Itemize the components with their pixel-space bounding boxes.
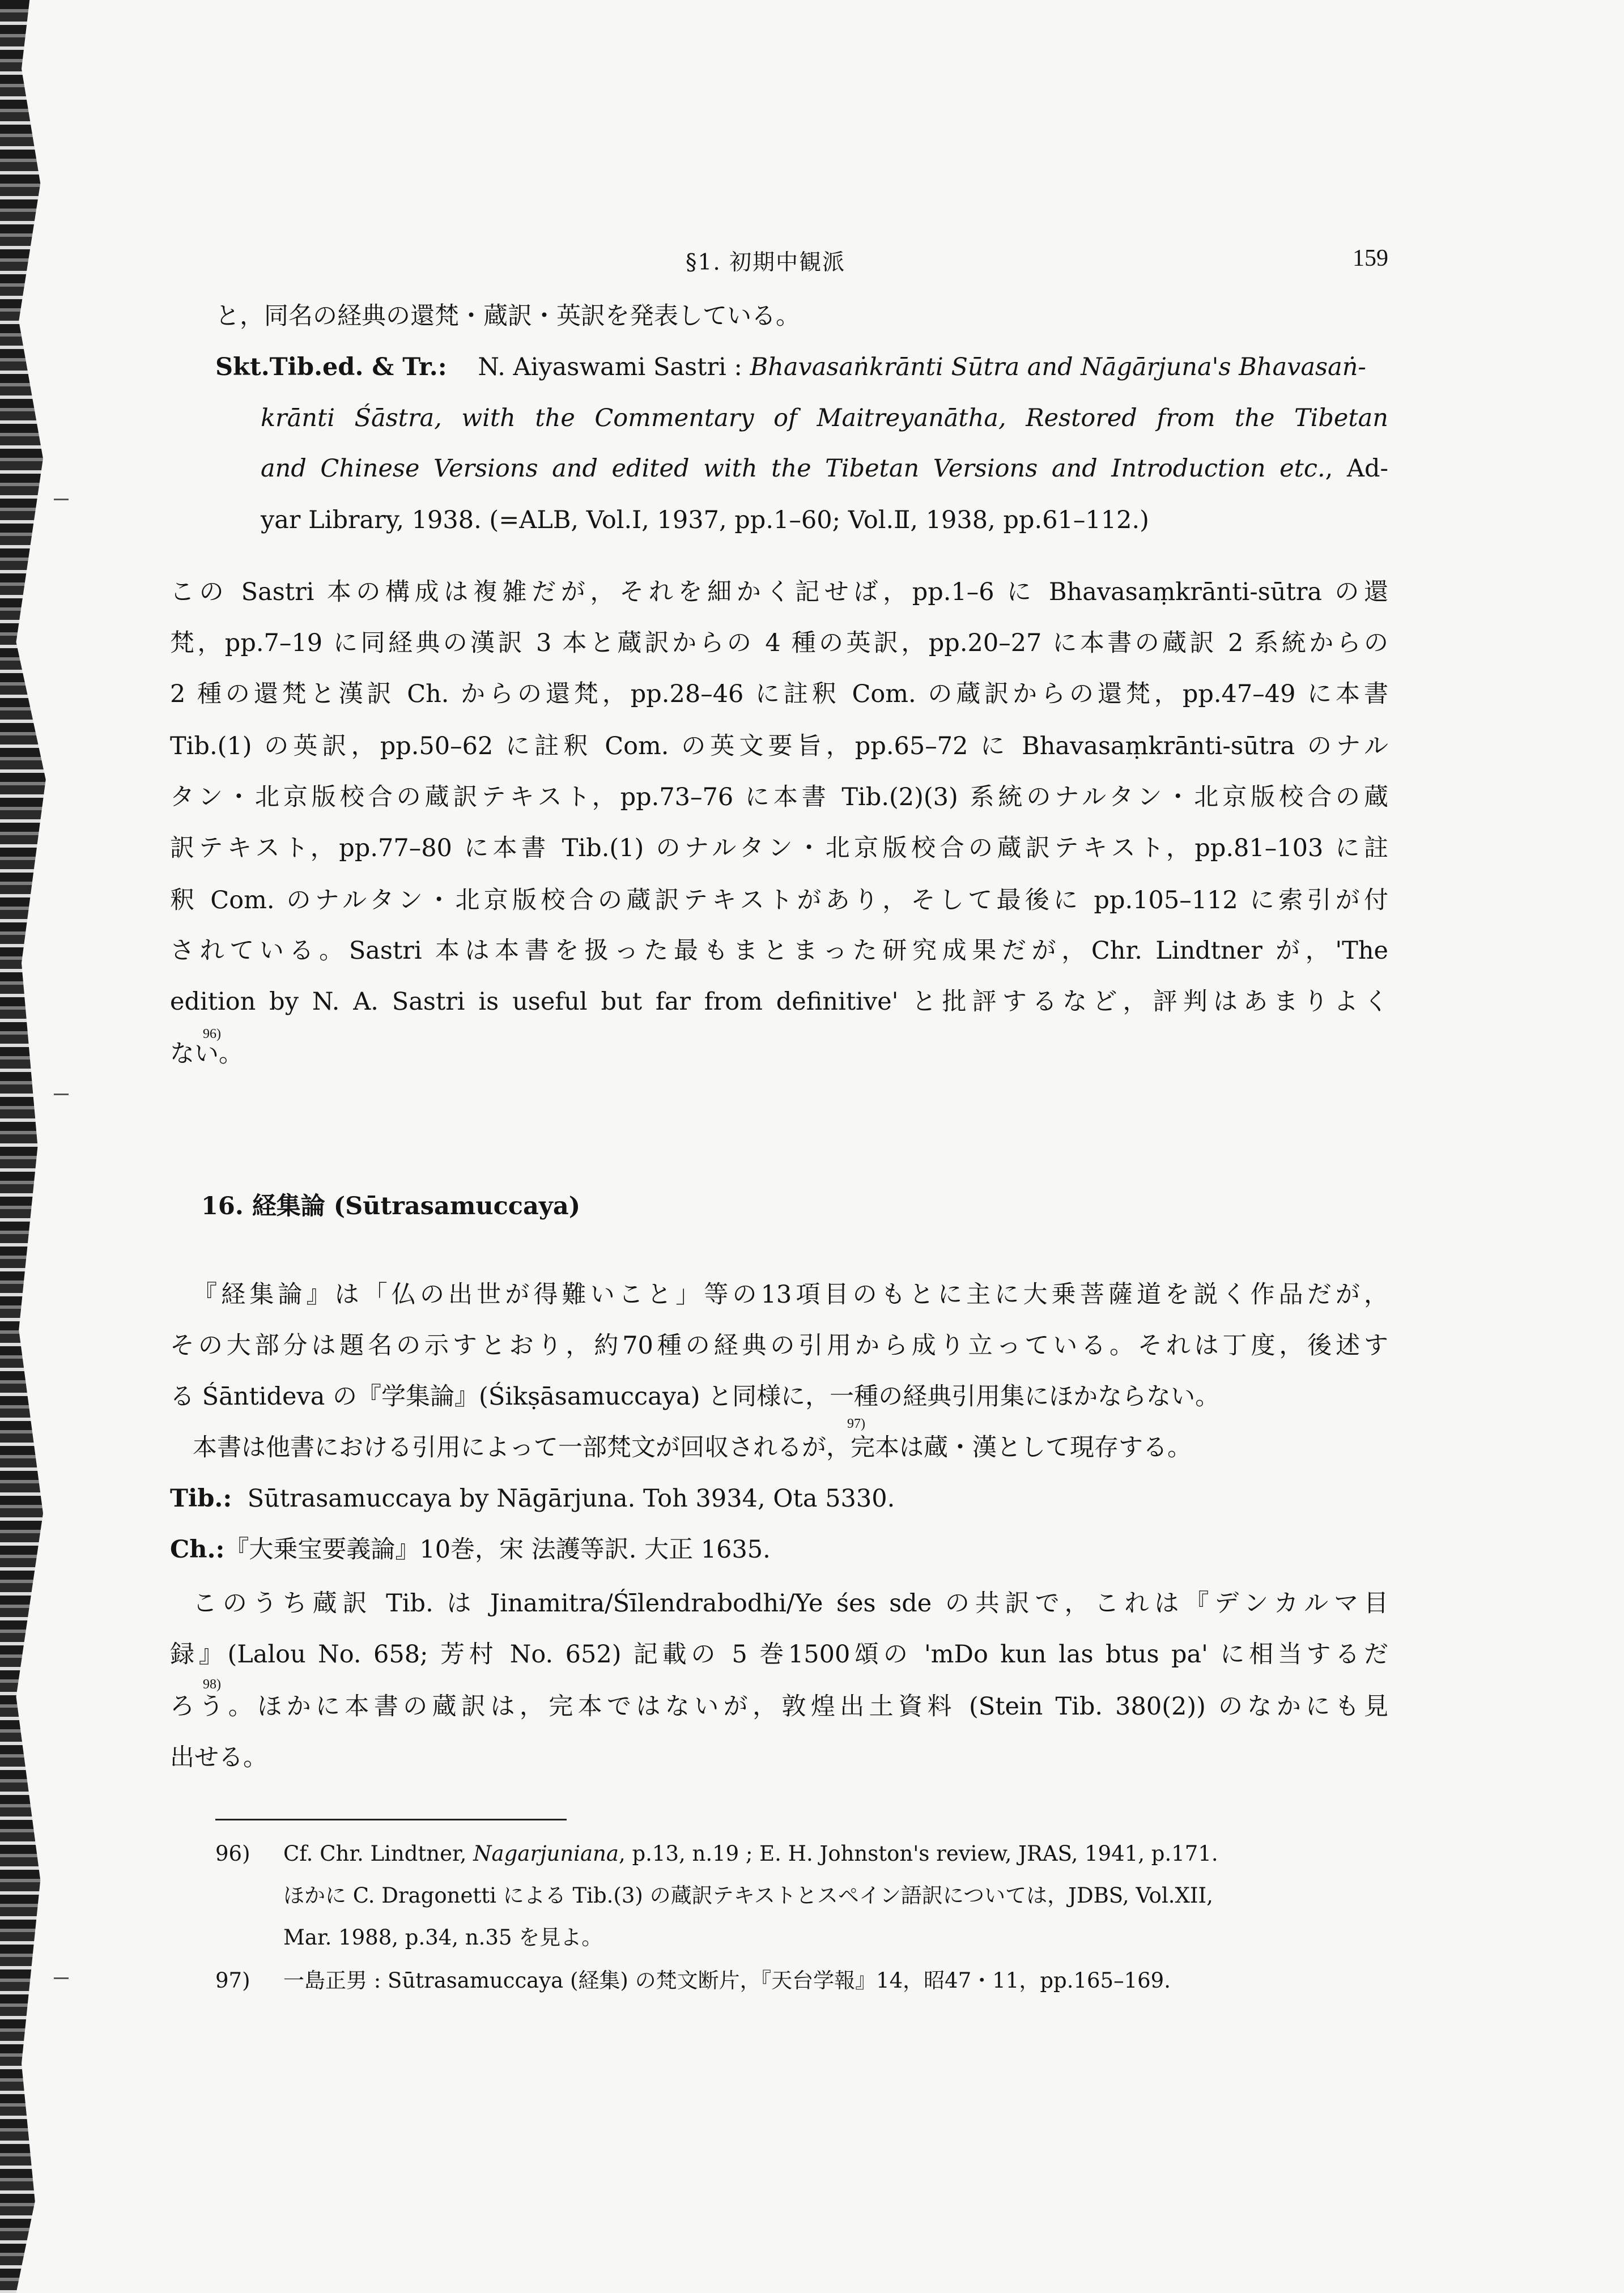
skt-title: Bhavasaṅkrānti Sūtra and Nāgārjuna's Bhavasaṅ-: [750, 353, 1366, 381]
skt-title-cont: krānti Śāstra, with the Commentary of Maitreyanātha, Restored from the Tibetan: [261, 404, 1388, 432]
skt-entry-line-2: [261, 401, 1388, 435]
footnote-96-line-2: ほかに C. Dragonetti による Tib.(3) の蔵訳テキストとスペイン語訳については，JDBS, Vol.XII,: [283, 1883, 1213, 1908]
tib-text: Sūtrasamuccaya by Nāgārjuna. Toh 3934, Ota 5330.: [247, 1484, 895, 1513]
fn96-title: Nagarjuniana: [473, 1841, 619, 1866]
s16-line-3: る Śāntideva の『学集論』(Śikṣāsamuccaya) と同様に，一種の経典引用集にほかならない。: [170, 1382, 1220, 1411]
tib-para-line-2: 録』(Lalou No. 658; 芳村 No. 652) 記載の 5 巻1500頌の 'mDo kun las btus pa' に相当するだ: [170, 1640, 1388, 1669]
skt-tail: , Ad-: [1325, 454, 1388, 483]
sastri-line-8: されている。Sastri 本は本書を扱った最もまとまった研究成果だが，Chr. Lindtner が，'The: [170, 937, 1388, 965]
intro-line: と，同名の経典の還梵・蔵訳・英訳を発表している。: [215, 302, 800, 330]
skt-author: N. Aiyaswami Sastri :: [478, 353, 750, 381]
footnote-97-number: 97): [215, 1968, 250, 1993]
note-ref-96: 96): [203, 1027, 221, 1041]
section-title: §1. 初期中観派: [686, 250, 846, 275]
sastri-line-4: Tib.(1) の英訳，pp.50–62 に註釈 Com. の英文要旨，pp.65–72 に Bhavasaṃkrānti-sūtra のナル: [170, 732, 1388, 760]
footnote-97-line-1: 一島正男 : Sūtrasamuccaya (経集) の梵文断片，『天台学報』14，昭47・11，pp.165–169.: [283, 1968, 1171, 1993]
binding-marks: [54, 0, 71, 2293]
tib-para-line-4: 出せる。: [170, 1743, 267, 1772]
page-number: 159: [1353, 245, 1388, 271]
skt-entry-line-4: yar Library, 1938. (=ALB, Vol.Ⅰ, 1937, pp.1–60; Vol.Ⅱ, 1938, pp.61–112.): [261, 506, 1149, 534]
tib-para-line-1: このうち蔵訳 Tib. は Jinamitra/Śīlendrabodhi/Ye śes sde の共訳で，これは『デンカルマ目: [193, 1589, 1388, 1618]
sastri-line-10: ない。: [170, 1040, 243, 1068]
sastri-line-5: タン・北京版校合の蔵訳テキスト，pp.73–76 に本書 Tib.(2)(3) 系統のナルタン・北京版校合の蔵: [170, 783, 1388, 811]
footnote-96-number: 96): [215, 1841, 250, 1866]
ch-label: Ch.:: [170, 1535, 225, 1564]
note-ref-97: 97): [847, 1416, 865, 1431]
s16-line-4: 本書は他書における引用によって一部梵文が回収されるが，完本は蔵・漢として現存する。: [193, 1433, 1192, 1462]
ch-text: 『大乗宝要義論』10巻，宋 法護等訳. 大正 1635.: [224, 1535, 771, 1564]
skt-entry-line-1: [215, 350, 1388, 384]
ch-entry: [170, 1533, 771, 1567]
sastri-line-9: edition by N. A. Sastri is useful but far from definitive' と批評するなど，評判はあまりよく: [170, 988, 1388, 1016]
skt-label: Skt.Tib.ed. & Tr.:: [215, 353, 447, 381]
sastri-line-7: 釈 Com. のナルタン・北京版校合の蔵訳テキストがあり，そして最後に pp.105–112 に索引が付: [170, 886, 1388, 914]
sastri-line-1: この Sastri 本の構成は複雑だが，それを細かく記せば，pp.1–6 に Bhavasaṃkrānti-sūtra の還: [170, 578, 1388, 606]
footnote-rule: [215, 1819, 567, 1820]
running-header: [686, 245, 1388, 279]
s16-line-1: 『経集論』は「仏の出世が得難いこと」等の13項目のもとに主に大乗菩薩道を説く作品だが，: [193, 1280, 1388, 1309]
sastri-line-2: 梵，pp.7–19 に同経典の漢訳 3 本と蔵訳からの 4 種の英訳，pp.20–27 に本書の蔵訳 2 系統からの: [170, 629, 1388, 657]
sastri-line-3: 2 種の還梵と漢訳 Ch. からの還梵，pp.28–46 に註釈 Com. の蔵訳からの還梵，pp.47–49 に本書: [170, 680, 1388, 708]
note-ref-98: 98): [203, 1677, 221, 1692]
sastri-line-6: 訳テキスト，pp.77–80 に本書 Tib.(1) のナルタン・北京版校合の蔵訳テキスト，pp.81–103 に註: [170, 834, 1388, 862]
book-binding-edge: [0, 0, 54, 2293]
footnote-96-line-3: Mar. 1988, p.34, n.35 を見よ。: [283, 1925, 603, 1950]
s16-line-2: その大部分は題名の示すとおり，約70種の経典の引用から成り立っている。それは丁度，後述す: [170, 1331, 1388, 1360]
fn96-a: Cf. Chr. Lindtner,: [283, 1841, 474, 1866]
skt-entry-line-3: [261, 452, 1388, 486]
tib-entry: [170, 1482, 895, 1516]
tib-label: Tib.:: [170, 1484, 232, 1513]
skt-title-end: and Chinese Versions and edited with the Tibetan Versions and Introduction etc.: [261, 454, 1325, 483]
section-16-heading: 16. 経集論 (Sūtrasamuccaya): [201, 1192, 581, 1220]
tib-para-line-3: ろう。ほかに本書の蔵訳は，完本ではないが，敦煌出土資料 (Stein Tib. 380(2)) のなかにも見: [170, 1692, 1388, 1721]
footnote-96-line-1: [283, 1839, 1218, 1869]
fn96-b: , p.13, n.19 ; E. H. Johnston's review, JRAS, 1941, p.171.: [618, 1841, 1218, 1866]
